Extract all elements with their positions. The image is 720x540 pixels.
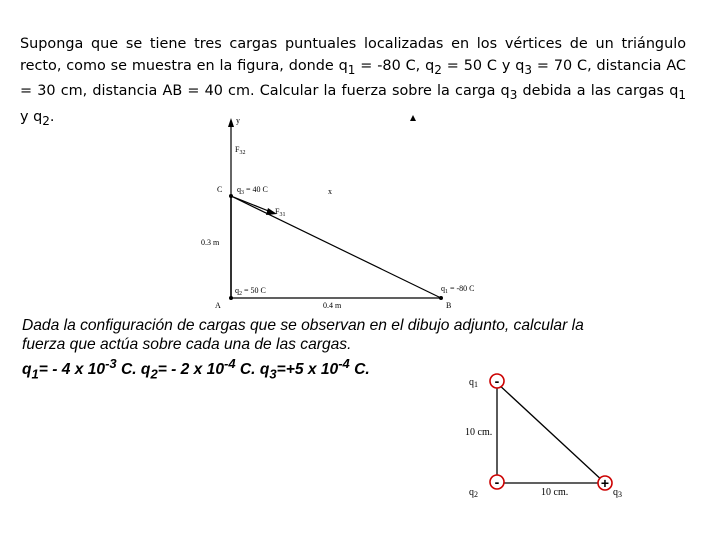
y-axis-label: y [236,116,240,125]
vertex-c-label: C [217,185,223,194]
problem-1-text: Suponga que se tiene tres cargas puntuales localizadas en los vértices de un triángulo recto, como se muestra en la figura, donde $q_1 = -80$ C, $q_2 = 50$ C y $q_3 = 70$ C, distancia AC = 30 cm, distancia AB = 40 cm. Calcular la fuerza sobre la carga $q_3$ debida a las cargas $q_1$ y $q_2$. [20,36,686,128]
x-axis-label: x [328,187,332,196]
figure-1-triangle [195,112,495,312]
vertex-c-dot [229,194,233,198]
q3-label: $q_3$ [613,487,622,499]
distance-ac-label: 0.3 m [201,238,220,247]
charge-values-line: $q_1= - 4$ x $10^{-3}$ C. $q_2= - 2$ x $10^{-4}$ C. $q_3=+5$ x $10^{-4}$ C. [22,356,370,382]
small-arrow-marker [410,115,416,121]
q2-label: $q_2$ [469,487,478,499]
vertex-b-dot [439,296,443,300]
q3-charge-label: $q_3 = 40$ C [237,185,268,196]
distance-vertical-label: 10 cm. [465,427,493,438]
minus-sign-bottom: - [494,474,500,490]
minus-sign-top: - [494,373,500,389]
problem-2-line-1: Dada la configuración de cargas que se observan en el dibujo adjunto, calcular la [22,317,584,334]
plus-sign: + [600,475,610,491]
problem-2-line-2: fuerza que actúa sobre cada una de las cargas. [22,336,352,353]
f32-label: $F_{32}$ [235,145,246,156]
q1-charge-label: $q_1 = -80$ C [441,284,475,295]
distance-horizontal-label: 10 cm. [541,487,569,498]
q1-label: $q_1$ [469,377,478,389]
figure-2-charges [455,365,655,505]
vertex-a-dot [229,296,233,300]
f31-label: $F_{31}$ [275,207,286,218]
vertex-a-label: A [215,301,221,310]
vertex-b-label: B [446,301,452,310]
distance-ab-label: 0.4 m [323,301,342,310]
q2-charge-label: $q_2 = 50$ C [235,286,266,297]
